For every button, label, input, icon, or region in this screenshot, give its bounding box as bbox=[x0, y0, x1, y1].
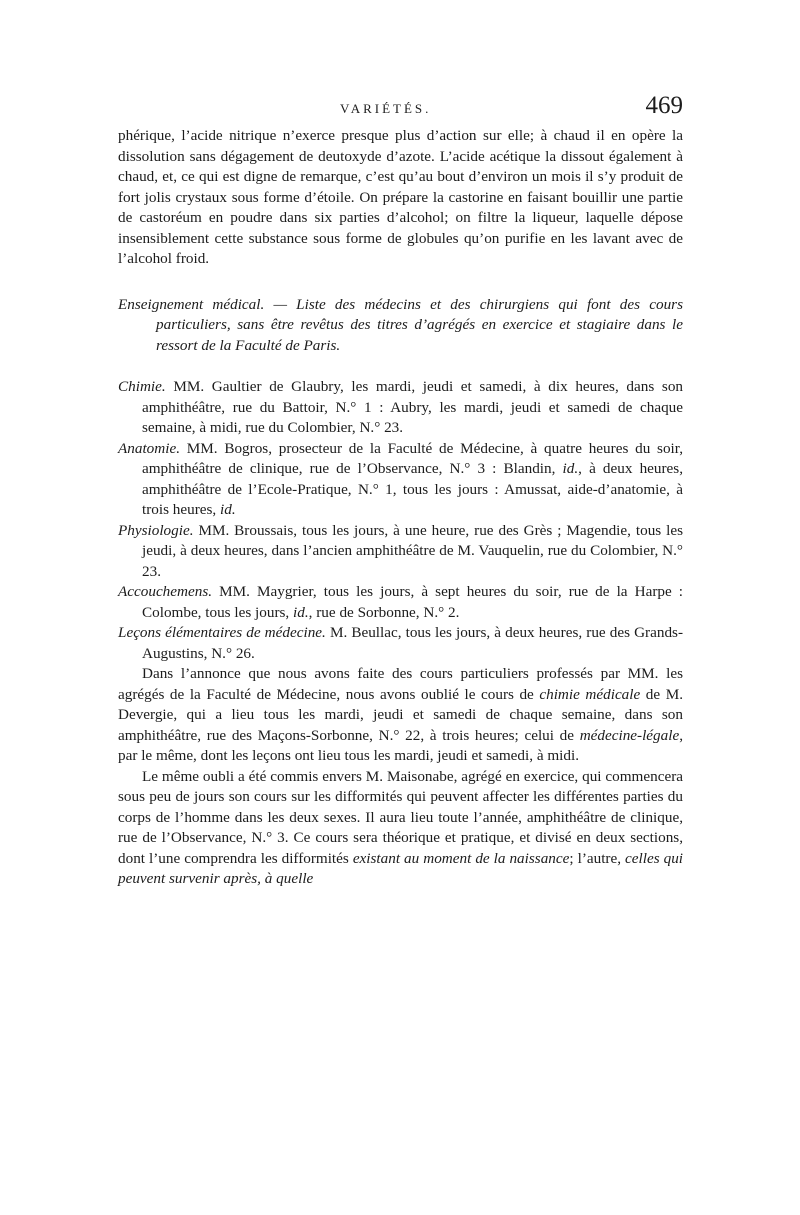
entry-lecons-elementaires bbox=[118, 623, 683, 664]
entry-anatomie bbox=[118, 439, 683, 521]
text-run: ; l’autre, bbox=[569, 849, 622, 867]
entry-ibid: id. bbox=[293, 603, 309, 621]
entry-text: MM. Bogros, prosecteur de la Faculté de Médecine, à quatre heures du soir, amphithéâtre de clinique, rue de l’Observance, N.° 3 : Blandin, bbox=[142, 439, 684, 477]
text-run: Dans l’annonce que nous avons faite des cours particuliers professés par MM. les agrégés de la Faculté de Médecine, nous avons oublié le cours de bbox=[118, 665, 683, 703]
entry-text: , à deux heures, amphithéâtre de l’Ecole-Pratique, N.° 1, tous les jours : Amussat, aide-d’anatomie, à trois heures, bbox=[142, 460, 684, 518]
entry-label: Anatomie. bbox=[118, 439, 181, 457]
text-run: de M. Devergie, qui a lieu tous les mardi, jeudi et samedi de chaque semaine, dans son amphithéâtre, rue des Maçons-Sorbonne, N.° 22, à trois heures; celui de bbox=[118, 685, 683, 744]
italic-run: chimie médicale bbox=[539, 685, 641, 703]
entry-ibid: id. bbox=[562, 460, 579, 477]
running-title: VARIÉTÉS. bbox=[340, 101, 432, 116]
entry-accouchemens bbox=[118, 582, 683, 623]
entry-label: Accouchemens. bbox=[118, 583, 213, 600]
italic-run: celles qui peuvent survenir après, à quelle bbox=[118, 849, 684, 887]
entry-label: Leçons élémentaires de médecine. bbox=[118, 624, 326, 641]
italic-run: existant au moment de la naissance bbox=[352, 849, 570, 867]
italic-run: médecine-légale bbox=[579, 726, 680, 744]
paragraph-castorine: phérique, l’acide nitrique n’exerce presque plus d’action sur elle; à chaud il en opère la dissolution sans dégagement de deutoxyde d’azote. L’acide acétique la dissout également à chaud, et, ce qui est digne de remarque, c’est qu’au bout d’environ un mois il s’y produit de fort jolis crystaux sous forme d’étoile. On prépare la castorine en faisant bouillir une partie de castoréum en poudre dans six parties d’alcohol; on filtre la liqueur, laquelle dépose insensiblement cette substance sous forme de globules qu’on purifie en les lavant avec de l’alcohol froid. bbox=[118, 127, 683, 267]
paragraph-maisonabe bbox=[118, 767, 683, 890]
entry-label: Chimie. bbox=[118, 378, 166, 395]
paragraph-annonce-devergie bbox=[118, 664, 683, 767]
entry-physiologie bbox=[118, 521, 683, 583]
entry-text: MM. Gaultier de Glaubry, les mardi, jeudi et samedi, à dix heures, dans son amphithéâtre, rue du Battoir, N.° 1 : Aubry, les mardi, jeudi et samedi de chaque semaine, à midi, rue du Colombier, N.° 23. bbox=[142, 378, 684, 436]
notice-enseignement-medical: Enseignement médical. — Liste des médecins et des chirurgiens qui font des cours particuliers, sans être revêtus des titres d’agrégés en exercice et stagiaire dans le ressort de la Faculté de Paris. bbox=[118, 295, 683, 354]
text-run: Le même oubli a été commis envers M. Maisonabe, agrégé en exercice, qui commencera sous peu de jours son cours sur les difformités qui peuvent affecter les différentes parties du corps de l’homme dans les deux sexes. Il aura lieu toute l’année, amphithéâtre de clinique, rue de l’Observance, N.° 3. Ce cours sera théorique et pratique, et divisé en deux sections, dont l’une comprendra les difformités bbox=[118, 767, 683, 867]
entry-text: MM. Broussais, tous les jours, à une heure, rue des Grès ; Magendie, tous les jeudi, à deux heures, dans l’ancien amphithéâtre de M. Vauquelin, rue du Colombier, N.° 23. bbox=[142, 521, 684, 580]
entry-text: M. Beullac, tous les jours, à deux heures, rue des Grands-Augustins, N.° 26. bbox=[142, 624, 684, 662]
entry-label: Physiologie. bbox=[118, 521, 194, 539]
text-run: , par le même, dont les leçons ont lieu tous les mardi, jeudi et samedi, à midi. bbox=[118, 726, 683, 764]
page-number: 469 bbox=[645, 92, 683, 119]
running-head bbox=[118, 92, 683, 126]
entry-ibid: id. bbox=[220, 501, 236, 518]
entry-text: MM. Maygrier, tous les jours, à sept heures du soir, rue de la Harpe : Colombe, tous les jours, bbox=[142, 583, 684, 621]
entry-chimie bbox=[118, 377, 683, 439]
entry-text: , rue de Sorbonne, N.° 2. bbox=[308, 603, 460, 621]
book-page bbox=[118, 92, 683, 890]
